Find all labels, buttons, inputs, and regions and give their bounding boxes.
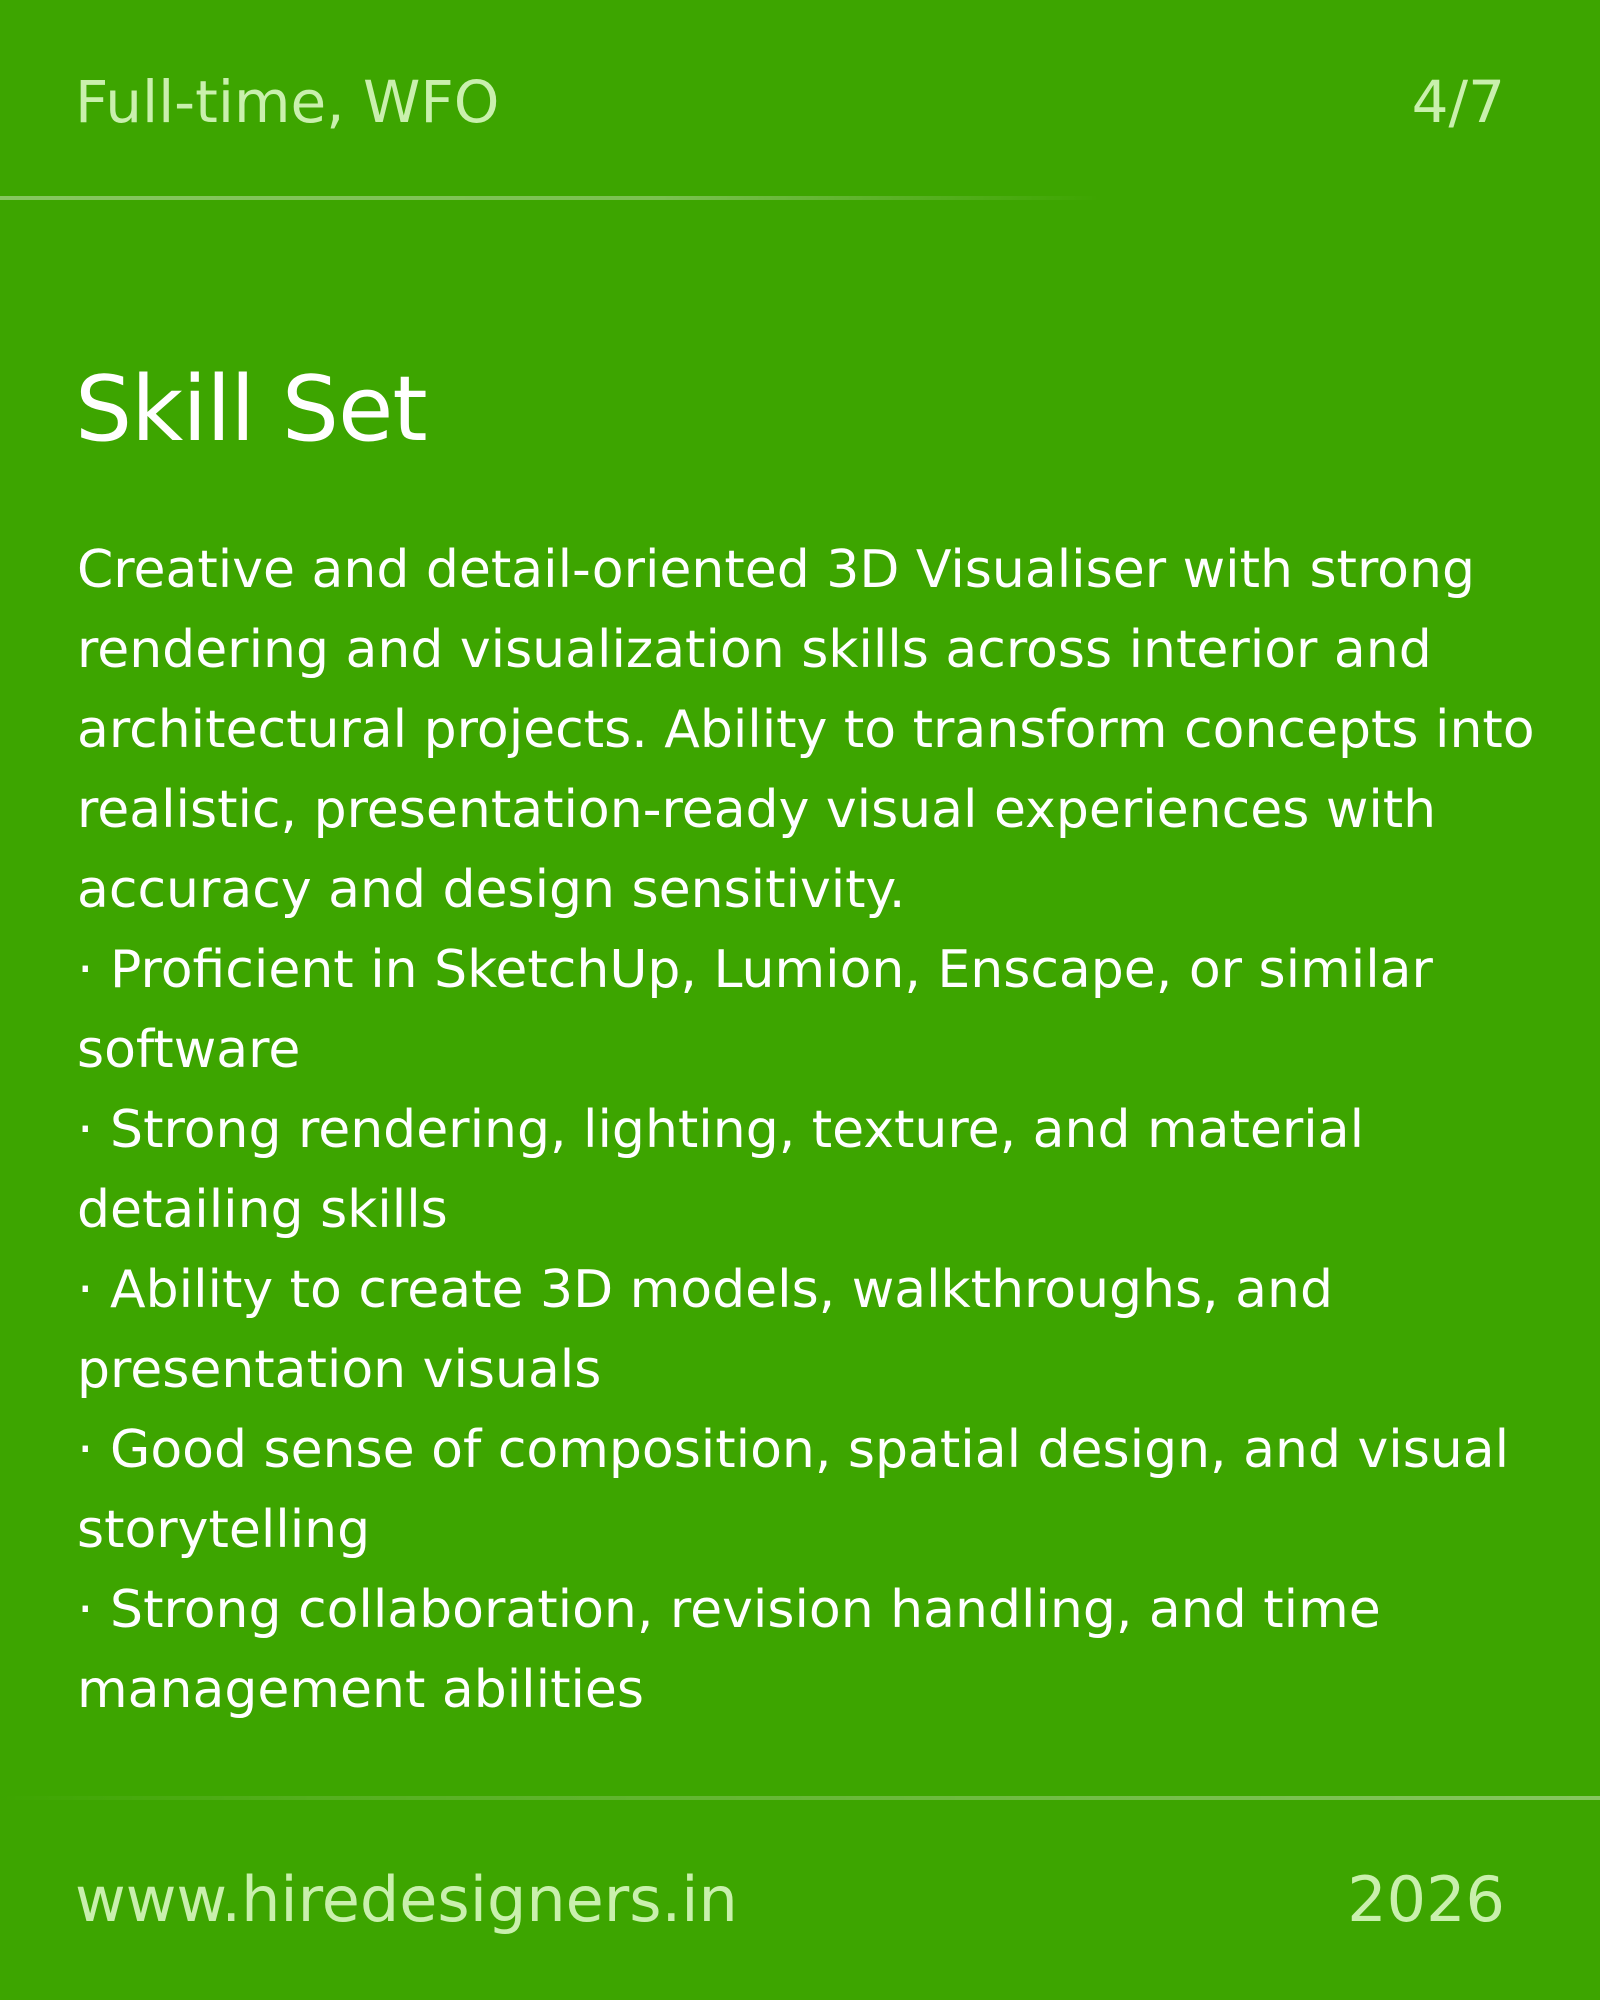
list-item: · Proficient in SketchUp, Lumion, Enscape, or similar software	[77, 940, 1433, 1080]
page-counter: 4/7	[1411, 68, 1505, 136]
year-label: 2026	[1347, 1863, 1505, 1936]
employment-type: Full-time, WFO	[75, 68, 500, 136]
list-item: · Strong rendering, lighting, texture, and material detailing skills	[77, 1100, 1365, 1240]
top-divider	[0, 196, 1100, 200]
list-item: · Good sense of composition, spatial design, and visual storytelling	[77, 1420, 1510, 1560]
intro-paragraph: Creative and detail-oriented 3D Visualiser with strong rendering and visualization skills across interior and architectural projects. Ability to transform concepts into realistic, presentation-ready visual experiences with accuracy and design sensitivity.	[77, 540, 1535, 920]
bottom-divider	[0, 1796, 1600, 1800]
section-title: Skill Set	[75, 357, 427, 462]
skill-set-content	[77, 530, 1557, 1730]
skills-list	[77, 930, 1557, 1730]
list-item: · Strong collaboration, revision handling, and time management abilities	[77, 1580, 1381, 1720]
website-url: www.hiredesigners.in	[75, 1863, 738, 1936]
list-item: · Ability to create 3D models, walkthroughs, and presentation visuals	[77, 1260, 1333, 1400]
